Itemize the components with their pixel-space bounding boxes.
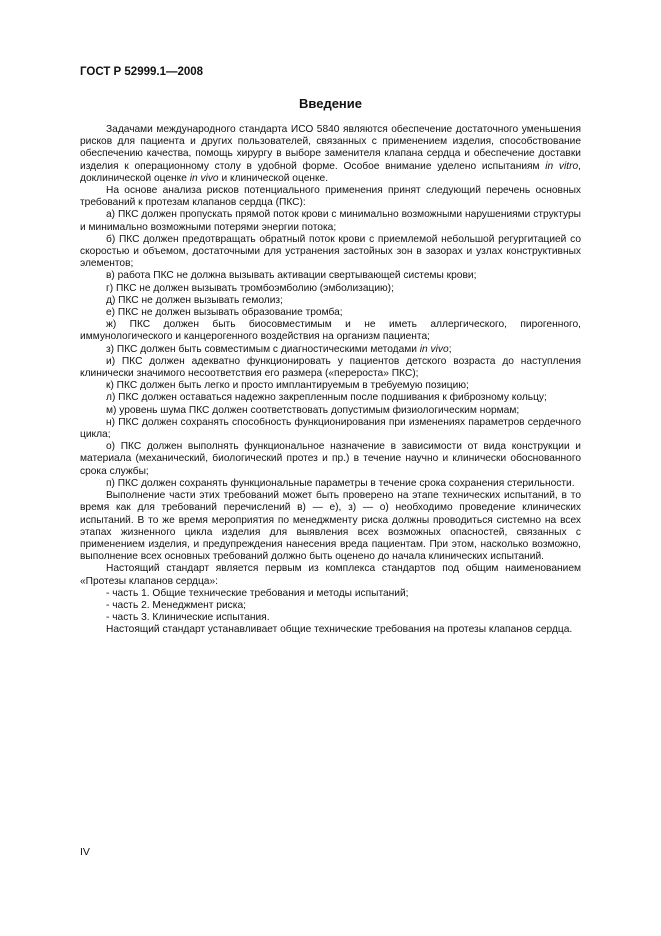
paragraph xyxy=(80,234,581,271)
text-run: в) работа ПКС не должна вызывать активации свертывающей системы крови; xyxy=(106,270,477,282)
paragraph xyxy=(80,588,581,600)
text-run: о) ПКС должен выполнять функциональное назначение в зависимости от вида конструкции и материала (механический, биологический протез и пр.) в течение научно и клинически обоснованного срока службы; xyxy=(80,441,581,477)
text-run: к) ПКС должен быть легко и просто имплантируемым в требуемую позицию; xyxy=(106,380,469,392)
paragraph xyxy=(80,563,581,587)
paragraph xyxy=(80,380,581,392)
text-run: Настоящий стандарт устанавливает общие технические требования на протезы клапанов сердца. xyxy=(106,624,573,636)
text-run: Задачами международного стандарта ИСО 5840 являются обеспечение достаточного уменьшения рисков для пациента и других пользователей, связанных с применением изделия, способствование обеспечению качества, помощь хирургу в выборе заменителя клапана сердца и обеспечение доставки изделия к операционному столу в удобной форме. Особое внимание уделено испытаниям xyxy=(80,124,581,172)
paragraph xyxy=(80,124,581,185)
text-run: г) ПКС не должен вызывать тромбоэмболию (эмболизацию); xyxy=(106,282,394,294)
document-header: ГОСТ Р 52999.1—2008 xyxy=(80,66,204,78)
paragraph xyxy=(80,600,581,612)
paragraph xyxy=(80,356,581,380)
italic-text: in vitro xyxy=(545,160,579,172)
paragraph xyxy=(80,270,581,282)
paragraph xyxy=(80,295,581,307)
text-run: л) ПКС должен оставаться надежно закрепленным после подшивания к фиброзному кольцу; xyxy=(106,392,547,404)
body-text xyxy=(80,124,581,637)
paragraph xyxy=(80,319,581,343)
paragraph xyxy=(80,307,581,319)
paragraph xyxy=(80,405,581,417)
paragraph xyxy=(80,392,581,404)
text-run: и клинической оценке. xyxy=(218,172,329,184)
text-run: , доклинической оценке xyxy=(80,160,581,184)
paragraph xyxy=(80,344,581,356)
text-run: ж) ПКС должен быть биосовместимым и не иметь аллергического, пирогенного, иммунологического и канцерогенного воздействия на организм пациента; xyxy=(80,319,581,343)
text-run: а) ПКС должен пропускать прямой поток крови с минимально возможными нарушениями структуры и минимально возможными потерями энергии потока; xyxy=(80,209,581,233)
text-run: Выполнение части этих требований может быть проверено на этапе технических испытаний, в то время как для требований перечислений в) — е), з) — о) необходимо проведение клинических испытаний. В то же время мероприятия по менеджменту риска должны проводиться системно на всех этапах жизненного цикла изделия для выявления всех возможных опасностей, связанных с применением изделия, и предупреждения нанесения вреда пациентам. При этом, насколько возможно, выполнение всех основных требований должно быть оценено до начала клинических испытаний. xyxy=(80,490,581,563)
text-run: б) ПКС должен предотвращать обратный поток крови с приемлемой небольшой регургитацией со скоростью и объемом, достаточными для устранения застойных зон в зазорах и узлах конструктивных элементов; xyxy=(80,233,581,270)
text-run: - часть 3. Клинические испытания. xyxy=(106,612,270,624)
text-run: - часть 2. Менеджмент риска; xyxy=(106,599,246,611)
paragraph xyxy=(80,624,581,636)
paragraph xyxy=(80,478,581,490)
paragraph xyxy=(80,185,581,209)
text-run: п) ПКС должен сохранять функциональные параметры в течение срока сохранения стерильности. xyxy=(106,477,575,489)
italic-text: in vivo xyxy=(189,172,219,184)
text-run: н) ПКС должен сохранять способность функционирования при изменениях параметров сердечного цикла; xyxy=(80,416,581,441)
paragraph xyxy=(80,490,581,563)
text-run: На основе анализа рисков потенциального применения принят следующий перечень основных требований к протезам клапанов сердца (ПКС): xyxy=(80,185,581,209)
text-run: д) ПКС не должен вызывать гемолиз; xyxy=(106,294,283,306)
italic-text: in vivo xyxy=(419,343,449,355)
page-number: IV xyxy=(80,846,90,858)
paragraph xyxy=(80,612,581,624)
text-run: - часть 1. Общие технические требования и методы испытаний; xyxy=(106,587,409,599)
text-run: е) ПКС не должен вызывать образование тромба; xyxy=(106,307,343,319)
text-run: з) ПКС должен быть совместимым с диагностическими методами xyxy=(106,343,420,355)
text-run: и) ПКС должен адекватно функционировать у пациентов детского возраста до наступления клинически значимого несоответствия его размера («перероста» ПКС); xyxy=(80,355,581,380)
paragraph xyxy=(80,441,581,478)
section-title: Введение xyxy=(299,96,362,111)
text-run: м) уровень шума ПКС должен соответствовать допустимым физиологическим нормам; xyxy=(106,404,520,416)
paragraph xyxy=(80,417,581,441)
text-run: ; xyxy=(448,343,452,355)
paragraph xyxy=(80,209,581,233)
text-run: Настоящий стандарт является первым из комплекса стандартов под общим наименованием «Протезы клапанов сердца»: xyxy=(80,563,581,587)
paragraph xyxy=(80,283,581,295)
